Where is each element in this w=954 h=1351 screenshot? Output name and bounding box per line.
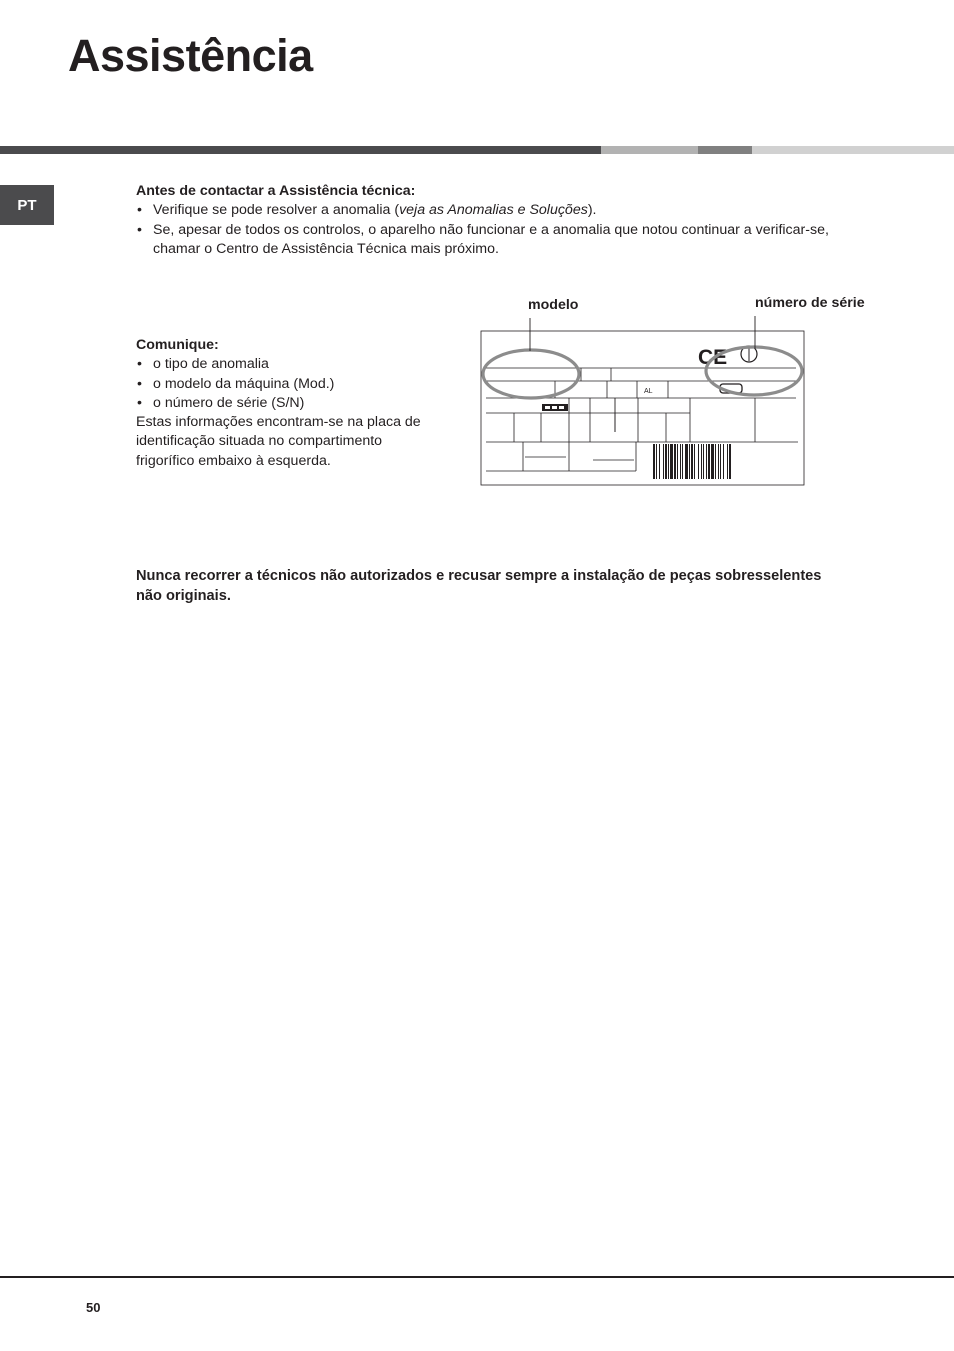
barcode-icon: [653, 444, 731, 479]
footer-rule: [0, 1276, 954, 1278]
ce-mark: CE: [698, 346, 728, 369]
barcode-bar: [720, 444, 721, 479]
item-text: Se, apesar de todos os controlos, o aparelho não funcionar e a anomalia que notou continuar a verificar-se,: [153, 221, 829, 238]
serial-number-label: número de série: [755, 295, 865, 311]
item-text: chamar o Centro de Assistência Técnica mais próximo.: [153, 240, 499, 257]
barcode-bar: [682, 444, 683, 479]
barcode-bar: [674, 444, 676, 479]
svg-text:AL: AL: [644, 388, 653, 395]
barcode-bar: [708, 444, 710, 479]
item-reference: veja as Anomalias e Soluções: [399, 202, 588, 219]
barcode-bar: [665, 444, 667, 479]
barcode-bar: [723, 444, 724, 479]
warning-line: Nunca recorrer a técnicos não autorizados e recusar sempre a instalação de peças sobresselentes: [136, 568, 822, 584]
barcode-bar: [706, 444, 707, 479]
barcode-bar: [677, 444, 678, 479]
barcode-bar: [668, 444, 669, 479]
barcode-bar: [701, 444, 702, 479]
item-text: Verifique se pode resolver a anomalia (: [153, 202, 400, 219]
list-item: • o número de série (S/N): [136, 394, 456, 413]
barcode-bar: [715, 444, 716, 479]
communicate-heading: Comunique:: [136, 337, 219, 353]
barcode-bar: [729, 444, 731, 479]
before-contact-heading: Antes de contactar a Assistência técnica:: [136, 183, 416, 199]
warning-line: não originais.: [136, 588, 231, 604]
barcode-bar: [711, 444, 714, 479]
communicate-note-line: Estas informações encontram-se na placa de: [136, 414, 421, 431]
barcode-bar: [691, 444, 693, 479]
barcode-bar: [689, 444, 690, 479]
barcode-bar: [718, 444, 719, 479]
barcode-bar: [659, 444, 660, 479]
barcode-bar: [670, 444, 673, 479]
item-text: ).: [587, 202, 597, 219]
list-item: • o modelo da máquina (Mod.): [136, 375, 456, 394]
barcode-bar: [703, 444, 704, 479]
barcode-bar: [685, 444, 688, 479]
list-item: • o tipo de anomalia: [136, 355, 456, 374]
barcode-bar: [694, 444, 695, 479]
warning-notice: [136, 566, 896, 606]
barcode-bar: [656, 444, 657, 479]
language-tab: PT: [0, 185, 54, 225]
barcode-bar: [698, 444, 699, 479]
barcode-bar: [663, 444, 664, 479]
page-number: 50: [86, 1300, 101, 1315]
communicate-note-line: identificação situada no compartimento: [136, 433, 383, 450]
barcode-bar: [727, 444, 728, 479]
model-label: modelo: [528, 297, 579, 313]
communicate-note-line: frigorífico embaixo à esquerda.: [136, 452, 331, 469]
page-title: Assistência: [68, 30, 313, 81]
barcode-bar: [680, 444, 681, 479]
barcode-bar: [653, 444, 655, 479]
